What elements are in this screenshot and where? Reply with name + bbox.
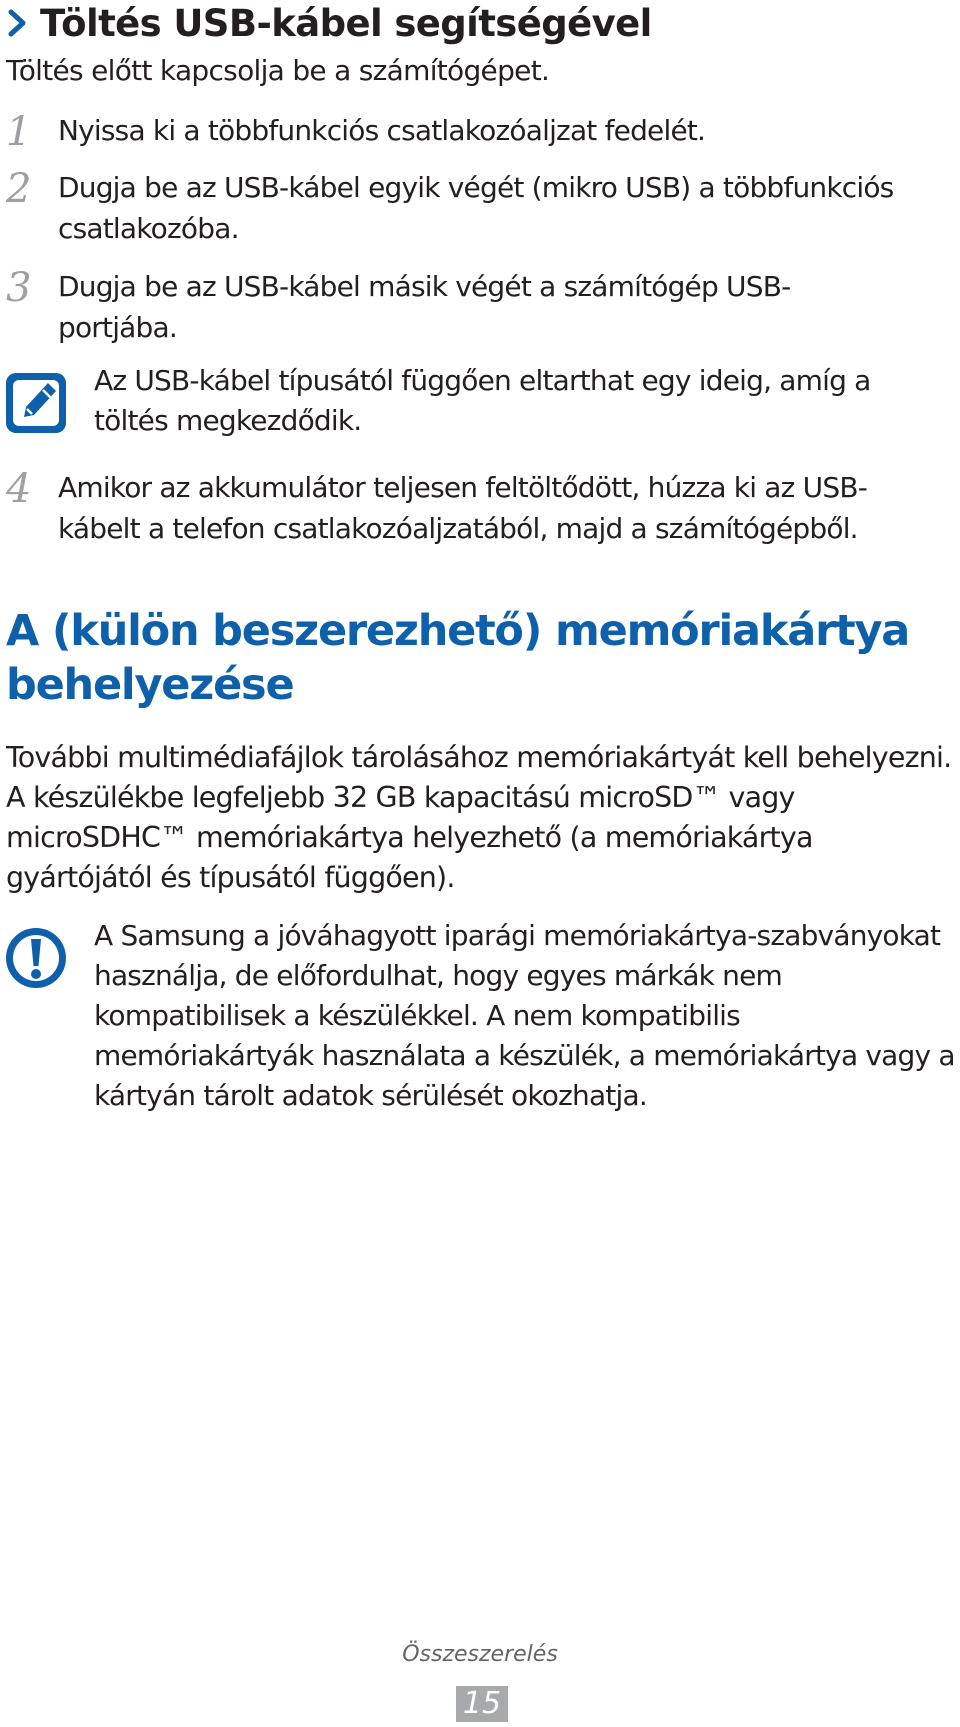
step-number: 1: [6, 109, 32, 155]
note-pencil-icon: [4, 371, 68, 435]
subsection-intro: Töltés előtt kapcsolja be a számítógépet.: [6, 54, 550, 87]
step-number: 3: [6, 265, 32, 311]
step-number: 4: [6, 466, 32, 512]
step-text: Dugja be az USB-kábel egyik végét (mikro USB) a többfunkciós csatlakozóba.: [58, 171, 894, 245]
step-text: Nyissa ki a többfunkciós csatlakozóaljzat fedelét.: [58, 114, 706, 147]
warning-exclamation-icon: [4, 926, 68, 990]
subsection-heading-text: Töltés USB-kábel segítségével: [40, 1, 652, 45]
page-number-badge: 15: [456, 1686, 508, 1722]
step-text: Dugja be az USB-kábel másik végét a számítógép USB-portjába.: [58, 270, 791, 344]
note-text: Az USB-kábel típusától függően eltarthat egy ideig, amíg a töltés megkezdődik.: [94, 364, 871, 437]
subsection-heading: [6, 0, 652, 46]
section-title: A (külön beszerezhető) memóriakártya behelyezése: [6, 606, 910, 710]
step-number: 2: [6, 166, 32, 212]
step-text: Amikor az akkumulátor teljesen feltöltődött, húzza ki az USB-kábelt a telefon csatlakozóaljzatából, majd a számítógépből.: [58, 471, 868, 545]
chevron-right-icon: [6, 8, 30, 38]
footer-section-name: Összeszerelés: [402, 1642, 558, 1667]
warning-text: A Samsung a jóváhagyott iparági memóriakártya-szabványokat használja, de előfordulhat, hogy egyes márkák nem kompatibilisek a készülékkel. A nem kompatibilis memóriakártyák használata a készülék, a memóriakártya vagy a kártyán tárolt adatok sérülését okozhatja.: [94, 919, 955, 1112]
section-body: További multimédiafájlok tárolásához memóriakártyát kell behelyezni. A készülékbe legfeljebb 32 GB kapacitású microSD™ vagy microSDHC™ memóriakártya helyezhető (a memóriakártya gyártójától és típusától függően).: [6, 741, 952, 894]
